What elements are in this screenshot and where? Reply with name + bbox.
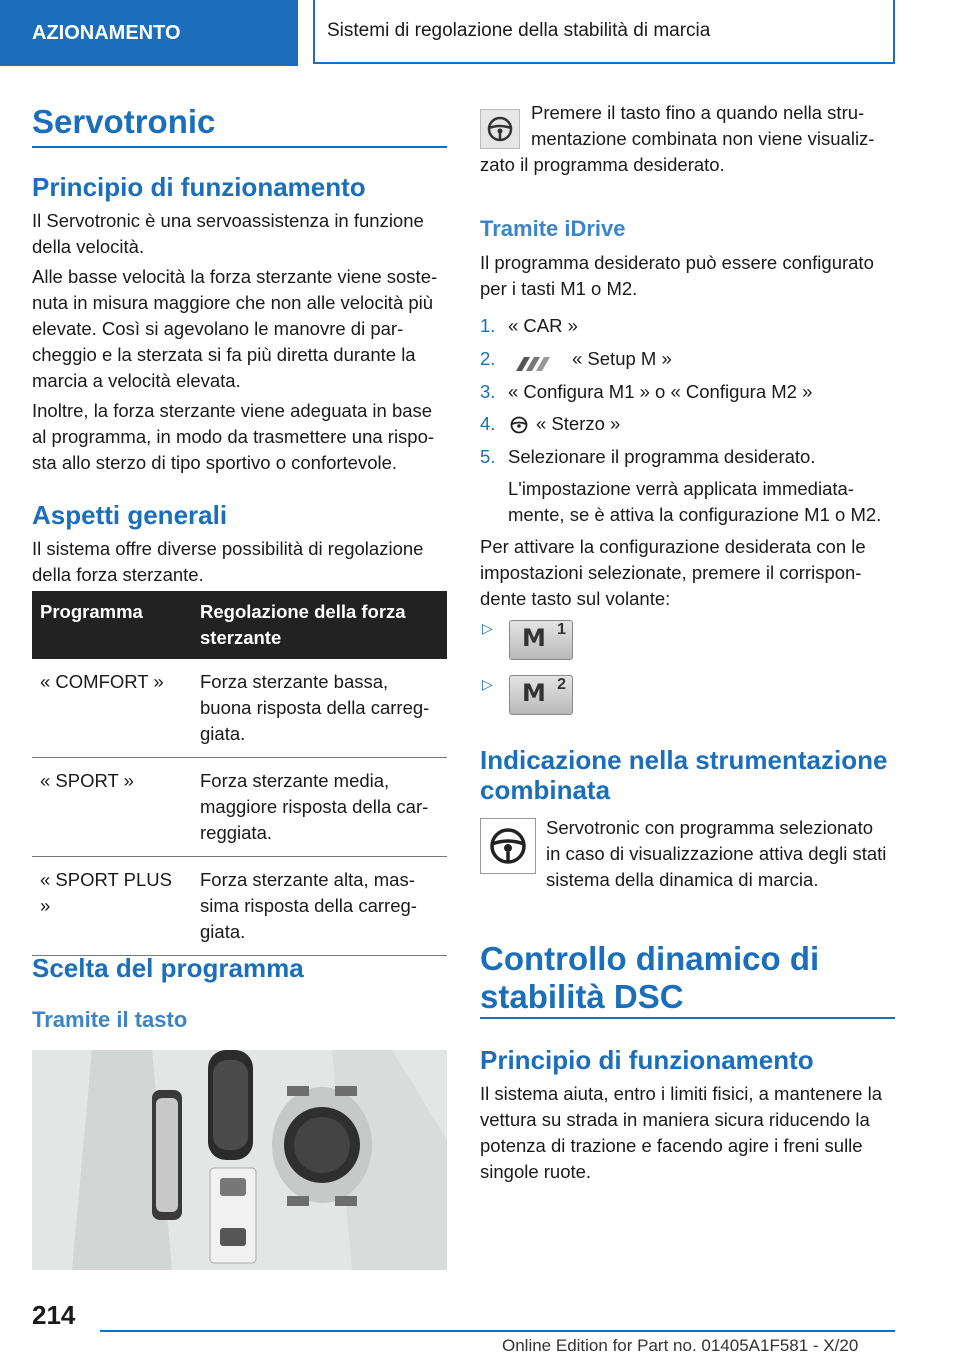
center-console-photo (32, 1050, 447, 1270)
button-text-line-3: zato il programma desiderato. (480, 154, 725, 175)
activate-paragraph: Per attivare la configurazione desiderata con le impostazioni selezionate, premere il corrispon- dente tasto sul volante: (480, 536, 866, 609)
dsc-title-rule (480, 1017, 895, 1019)
program-table (32, 591, 447, 956)
display-text: Servotronic con programma selezionato in caso di visualizzazione attiva degli stati sistema della dinamica di marcia. (546, 817, 887, 890)
dsc-title: Controllo dinamico di stabilità DSC (480, 940, 820, 1015)
principle-paragraph-3: Inoltre, la forza sterzante viene adeguata in base al programma, in modo da trasmettere una rispo- sta allo sterzo di tipo sportivo o confortevole. (32, 400, 435, 473)
chapter-title: Sistemi di regolazione della stabilità di marcia (313, 0, 895, 64)
general-heading: Aspetti generali (32, 500, 228, 530)
edition-text: Online Edition for Part no. 01405A1F581 - X/20 (502, 1336, 859, 1355)
bullet-triangle-icon: ▷ (482, 620, 493, 636)
table-row (32, 659, 447, 758)
servotronic-title: Servotronic (32, 103, 216, 140)
select-heading: Scelta del programma (32, 953, 304, 983)
display-heading: Indicazione nella strumentazione combinata (480, 745, 888, 805)
table-cell-program: « SPORT » (32, 758, 192, 857)
m2-button-icon: M 2 (509, 675, 573, 715)
table-header-setting: Regolazione della forza sterzante (192, 591, 447, 659)
general-paragraph: Il sistema offre diverse possibilità di regolazione della forza sterzante. (32, 538, 424, 585)
table-header-row (32, 591, 447, 659)
table-row (32, 758, 447, 857)
section-tab: AZIONAMENTO (0, 0, 298, 66)
principle-paragraph-2: Alle basse velocità la forza sterzante viene soste- nuta in misura maggiore che non alle velocità più elevate. Così si agevolano le manovre di par- cheggio e la sterzata si fa più diretta durante la marcia a velocità elevata. (32, 266, 438, 391)
step5-note: L'impostazione verrà applicata immediata- mente, se è attiva la configurazione M1 o M2. (508, 478, 882, 525)
table-cell-setting: Forza sterzante bassa, buona risposta della carreg- giata. (192, 659, 447, 758)
table-cell-program: « SPORT PLUS » (32, 857, 192, 956)
principle-heading: Principio di funzionamento (32, 172, 366, 202)
page-number: 214 (32, 1300, 76, 1330)
button-text-line-1-2: Premere il tasto fino a quando nella stru- mentazione combinata non viene visualiz- (531, 102, 875, 149)
table-cell-setting: Forza sterzante alta, mas- sima risposta della carreg- giata. (192, 857, 447, 956)
dsc-principle-paragraph: Il sistema aiuta, entro i limiti fisici, a mantenere la vettura su strada in maniera sicura riducendo la potenza di trazione e facendo agire i freni sulle singole ruote. (480, 1083, 883, 1182)
title-rule (32, 146, 447, 148)
idrive-paragraph: Il programma desiderato può essere configurato per i tasti M1 o M2. (480, 252, 874, 299)
table-cell-program: « COMFORT » (32, 659, 192, 758)
m1-button-icon: M 1 (509, 620, 573, 660)
idrive-heading: Tramite iDrive (480, 216, 626, 241)
footer-rule (100, 1330, 895, 1332)
steering-wheel-icon (480, 109, 520, 149)
steering-icon (510, 415, 528, 441)
servotronic-display-icon (480, 818, 536, 874)
table-row (32, 857, 447, 956)
principle-paragraph-1: Il Servotronic è una servoassistenza in funzione della velocità. (32, 210, 424, 257)
m-stripes-icon (510, 352, 562, 366)
button-heading: Tramite il tasto (32, 1007, 188, 1032)
table-cell-setting: Forza sterzante media, maggiore risposta della car- reggiata. (192, 758, 447, 857)
bullet-triangle-icon: ▷ (482, 676, 493, 692)
table-header-program: Programma (32, 591, 192, 659)
dsc-principle-heading: Principio di funzionamento (480, 1045, 814, 1075)
